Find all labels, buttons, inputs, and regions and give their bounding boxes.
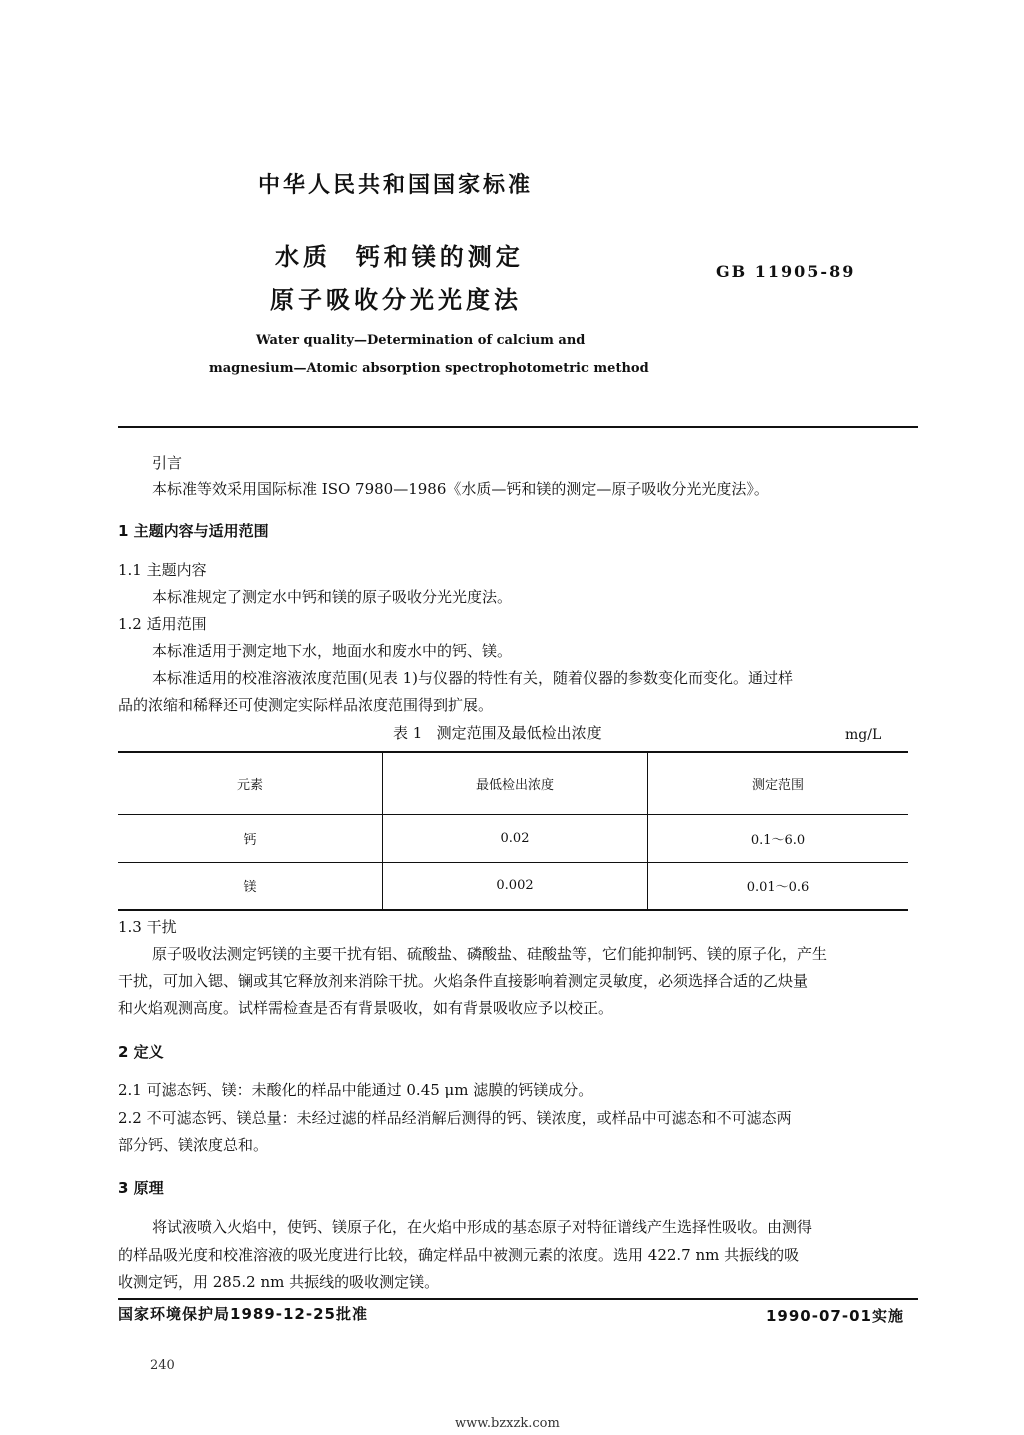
- table-row: [118, 862, 908, 910]
- section3-line1: 将试液喷入火焰中，使钙、镁原子化，在火焰中形成的基态原子对特征谱线产生选择性吸收。由测得: [152, 1218, 813, 1236]
- section1-3-line3: 和火焰观测高度。试样需检查是否有背景吸收，如有背景吸收应予以校正。: [118, 999, 614, 1017]
- section2-definition2b: 部分钙、镁浓度总和。: [118, 1136, 269, 1154]
- table-header-range: 测定范围: [648, 752, 909, 814]
- section1-2-text2b: 品的浓缩和稀释还可使测定实际样品浓度范围得到扩展。: [118, 696, 494, 714]
- section2-heading: 2 定义: [118, 1043, 164, 1061]
- section1-1-text: 本标准规定了测定水中钙和镁的原子吸收分光光度法。: [152, 588, 513, 606]
- table-cell: 镁: [243, 880, 257, 896]
- document-title-line2: 原子吸收分光光度法: [270, 286, 522, 314]
- section1-2-text1: 本标准适用于测定地下水，地面水和废水中的钙、镁。: [152, 642, 513, 660]
- intro-text: 本标准等效采用国际标准 ISO 7980—1986《水质—钙和镁的测定—原子吸收分光光度法》。: [152, 480, 769, 498]
- section2-definition2a: 2.2 不可滤态钙、镁总量：未经过滤的样品经消解后测得的钙、镁浓度，或样品中可滤态和不可滤态两: [118, 1109, 792, 1127]
- table-header-element: 元素: [236, 777, 263, 793]
- table-header-row: [118, 752, 908, 814]
- implementation-line: 1990-07-01实施: [766, 1307, 904, 1325]
- section1-3-heading: 1.3 干扰: [118, 918, 177, 936]
- approval-line: 国家环境保护局1989-12-25批准: [118, 1305, 368, 1323]
- table-cell: 0.002: [383, 862, 648, 910]
- table-cell: 0.02: [383, 814, 648, 862]
- section1-3-line1: 原子吸收法测定钙镁的主要干扰有铝、硫酸盐、磷酸盐、硅酸盐等，它们能抑制钙、镁的原子化，产生: [152, 945, 828, 963]
- table-cell: 0.01～0.6: [648, 862, 909, 910]
- section1-2-text2a: 本标准适用的校准溶液浓度范围(见表 1)与仪器的特性有关，随着仪器的参数变化而变化。通过样: [152, 669, 794, 687]
- english-title-line2: magnesium—Atomic absorption spectrophotometric method: [209, 361, 649, 376]
- section1-3-line2: 干扰，可加入锶、镧或其它释放剂来消除干扰。火焰条件直接影响着测定灵敏度，必须选择合适的乙炔量: [118, 972, 809, 990]
- section1-heading: 1 主题内容与适用范围: [118, 522, 269, 540]
- standard-code: GB 11905-89: [716, 262, 856, 281]
- footer-divider: [118, 1298, 918, 1300]
- table1: [118, 751, 908, 911]
- header-divider: [118, 426, 918, 428]
- section1-1-heading: 1.1 主题内容: [118, 561, 207, 579]
- table-cell: 0.1～6.0: [648, 814, 909, 862]
- document-title-line1: 水质 钙和镁的测定: [275, 243, 524, 271]
- table-row: [118, 814, 908, 862]
- english-title-line1: Water quality—Determination of calcium and: [256, 333, 586, 348]
- table-header-min-detection: 最低检出浓度: [383, 752, 648, 814]
- section3-heading: 3 原理: [118, 1179, 164, 1197]
- page-number: 240: [150, 1358, 175, 1373]
- section3-line2: 的样品吸光度和校准溶液的吸光度进行比较，确定样品中被测元素的浓度。选用 422.7 nm 共振线的吸: [118, 1246, 800, 1264]
- section1-2-heading: 1.2 适用范围: [118, 615, 207, 633]
- table1-unit: mg/L: [845, 727, 882, 743]
- national-standard-title: 中华人民共和国国家标准: [258, 173, 534, 198]
- section3-line3: 收测定钙，用 285.2 nm 共振线的吸收测定镁。: [118, 1273, 440, 1291]
- website-footer: www.bzxzk.com: [455, 1416, 560, 1431]
- table1-caption: 表 1 测定范围及最低检出浓度: [393, 724, 602, 742]
- intro-heading: 引言: [152, 454, 183, 472]
- section2-definition1: 2.1 可滤态钙、镁：未酸化的样品中能通过 0.45 μm 滤膜的钙镁成分。: [118, 1081, 594, 1099]
- table-cell: 钙: [243, 832, 257, 848]
